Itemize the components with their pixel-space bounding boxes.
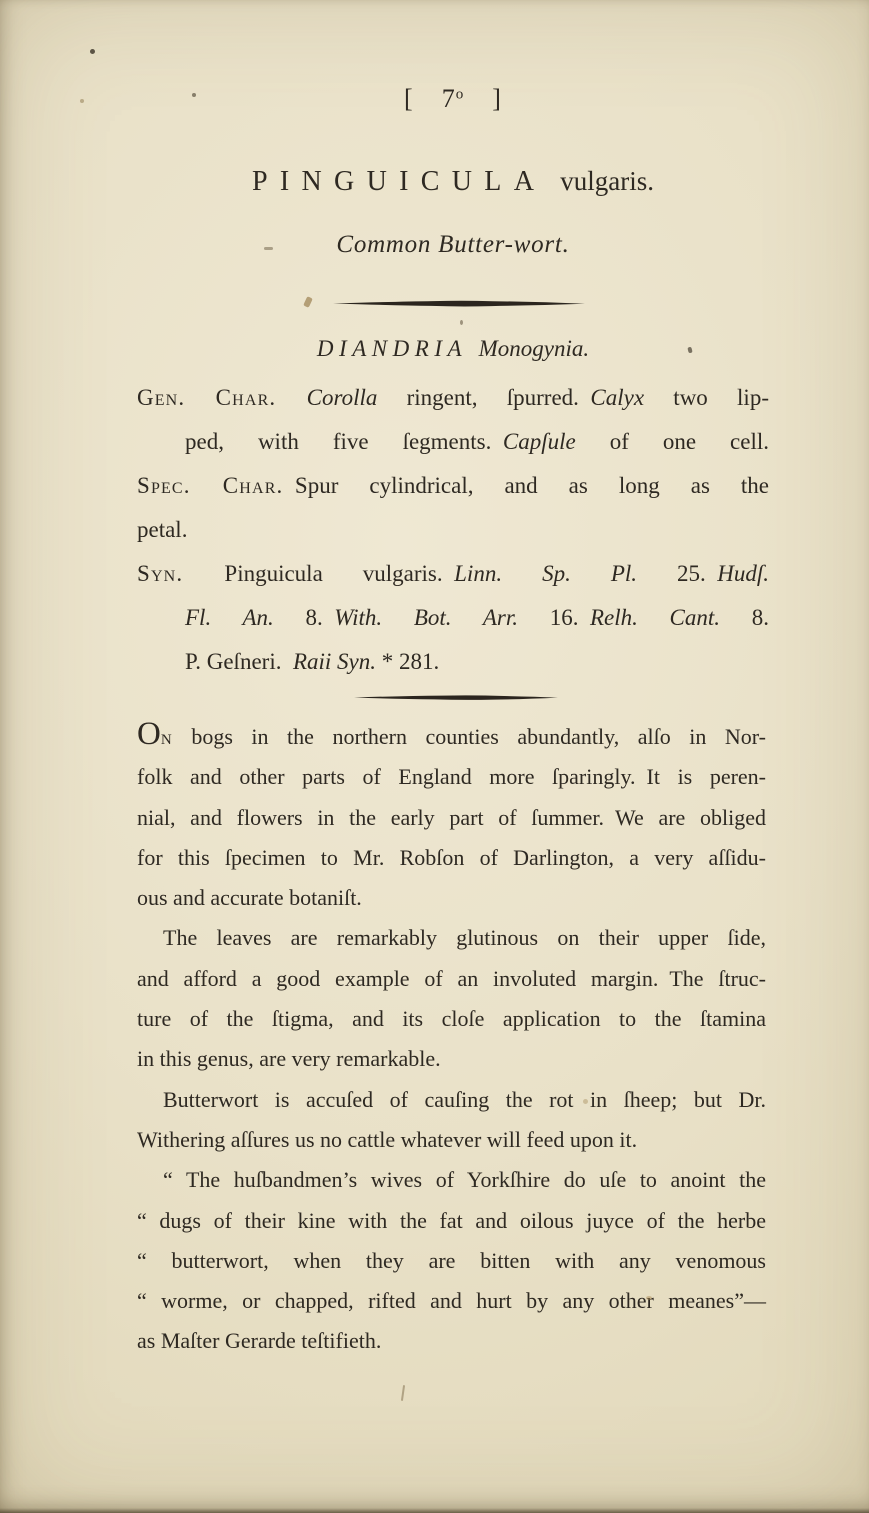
text-segment: Syn. [137, 561, 225, 586]
paper-speck [303, 296, 313, 308]
text-line [137, 798, 766, 838]
text-segment: Raii Syn. [292, 649, 377, 674]
paper-speck [80, 99, 84, 103]
text-segment: bogs in the northern counties abundantly, alſo in Nor- [172, 724, 766, 749]
text-line [137, 464, 769, 508]
text-segment: Calyx [590, 385, 645, 410]
text-segment: 25. [637, 561, 718, 586]
species-epithet: vulgaris. [560, 166, 655, 196]
text-line [137, 878, 766, 918]
text-segment: 7 [441, 84, 456, 113]
description-section [137, 714, 766, 1362]
common-name-subtitle: Common Butter-wort. [336, 231, 570, 258]
text-line [137, 999, 766, 1039]
text-line [137, 1080, 766, 1120]
text-segment: ringent, ſpurred. [377, 385, 591, 410]
text-segment: Butterwort is accuſed of cauſing the rot in ſheep; but Dr. [163, 1086, 766, 1112]
text-line [137, 714, 766, 757]
text-segment: Fl. An. [185, 605, 274, 630]
paper-speck [90, 49, 95, 54]
text-segment: folk and other parts of England more ſparingly. It is peren- [137, 764, 766, 790]
text-segment: two lip- [644, 385, 769, 410]
text-line [137, 757, 766, 797]
text-segment: Gen. Char. [137, 385, 307, 410]
text-segment: Linn. Sp. Pl. [454, 561, 638, 586]
text-line [137, 1321, 766, 1361]
genus-name: PINGUICULA [251, 166, 547, 197]
text-segment: and afford a good example of an involuted margin. The ſtruc- [137, 965, 766, 991]
text-segment: Monogynia. [478, 336, 590, 361]
text-line [137, 1120, 766, 1160]
text-segment: in this genus, are very remarkable. [137, 1046, 441, 1072]
text-line [137, 1039, 766, 1079]
swelled-rule-top [333, 299, 585, 308]
paper-speck [460, 320, 463, 325]
text-segment: ture of the ſtigma, and its cloſe application to the ſtamina [137, 1006, 766, 1032]
text-segment: * 281. [376, 649, 440, 674]
text-segment [467, 336, 479, 361]
text-segment: for this ſpecimen to Mr. Robſon of Darlington, a very aſſidu- [137, 844, 766, 870]
text-segment: Capſule [502, 429, 576, 454]
text-line [137, 918, 766, 958]
text-segment: Pinguicula vulgaris. [224, 561, 455, 586]
text-line [137, 1281, 766, 1321]
text-segment: petal. [137, 517, 188, 542]
text-line [137, 420, 769, 464]
text-segment: Withering aſſures us no cattle whatever will feed upon it. [137, 1126, 638, 1152]
text-line [137, 596, 769, 640]
folio-page-number [137, 84, 769, 114]
text-line [137, 508, 769, 552]
text-segment: “ The huſbandmen’s wives of Yorkſhire do uſe to anoint the [163, 1167, 766, 1193]
text-line [137, 640, 769, 684]
text-line [137, 959, 766, 999]
text-segment: “ butterwort, when they are bitten with any venomous [137, 1247, 766, 1273]
text-segment: With. Bot. Arr. [334, 605, 518, 630]
text-segment: Relh. Cant. [589, 605, 721, 630]
text-segment: Hudſ. [717, 561, 770, 586]
text-line [137, 1241, 766, 1281]
text-segment: [ [404, 84, 442, 113]
text-segment: 8. [273, 605, 335, 630]
text-segment: The leaves are remarkably glutinous on their upper ſide, [163, 925, 766, 951]
text-segment: n [160, 724, 173, 749]
paper-speck [401, 1385, 405, 1401]
text-segment: Spur cylindrical, and as long as the [283, 473, 769, 498]
text-line [137, 1201, 766, 1241]
page-title [137, 166, 769, 198]
text-segment: Spec. Char. [137, 473, 284, 498]
text-segment: ped, with five ſegments. [185, 429, 503, 454]
text-segment: of one cell. [575, 429, 769, 454]
text-segment: ous and accurate botaniſt. [137, 885, 362, 911]
text-segment: ] [464, 84, 502, 113]
text-segment: as Maſter Gerarde teſtifieth. [137, 1328, 382, 1354]
text-segment: nial, and flowers in the early part of ſummer. We are obliged [137, 804, 766, 830]
swelled-rule-bottom [354, 694, 558, 701]
text-line [137, 1160, 766, 1200]
text-segment: o [455, 86, 465, 103]
text-line [137, 838, 766, 878]
text-segment: 16. [518, 605, 590, 630]
classification-line [137, 336, 769, 362]
text-line [137, 376, 769, 420]
taxonomy-section [137, 376, 769, 684]
text-segment: DIANDRIA [316, 336, 468, 361]
text-segment: “ dugs of their kine with the fat and oilous juyce of the herbe [137, 1207, 766, 1233]
text-segment: P. Geſneri. [185, 649, 293, 674]
text-line [137, 552, 769, 596]
text-segment: Corolla [306, 385, 378, 410]
text-segment: 8. [720, 605, 769, 630]
text-segment: O [137, 716, 161, 752]
text-segment: “ worme, or chapped, rifted and hurt by any other meanes”— [137, 1288, 766, 1314]
